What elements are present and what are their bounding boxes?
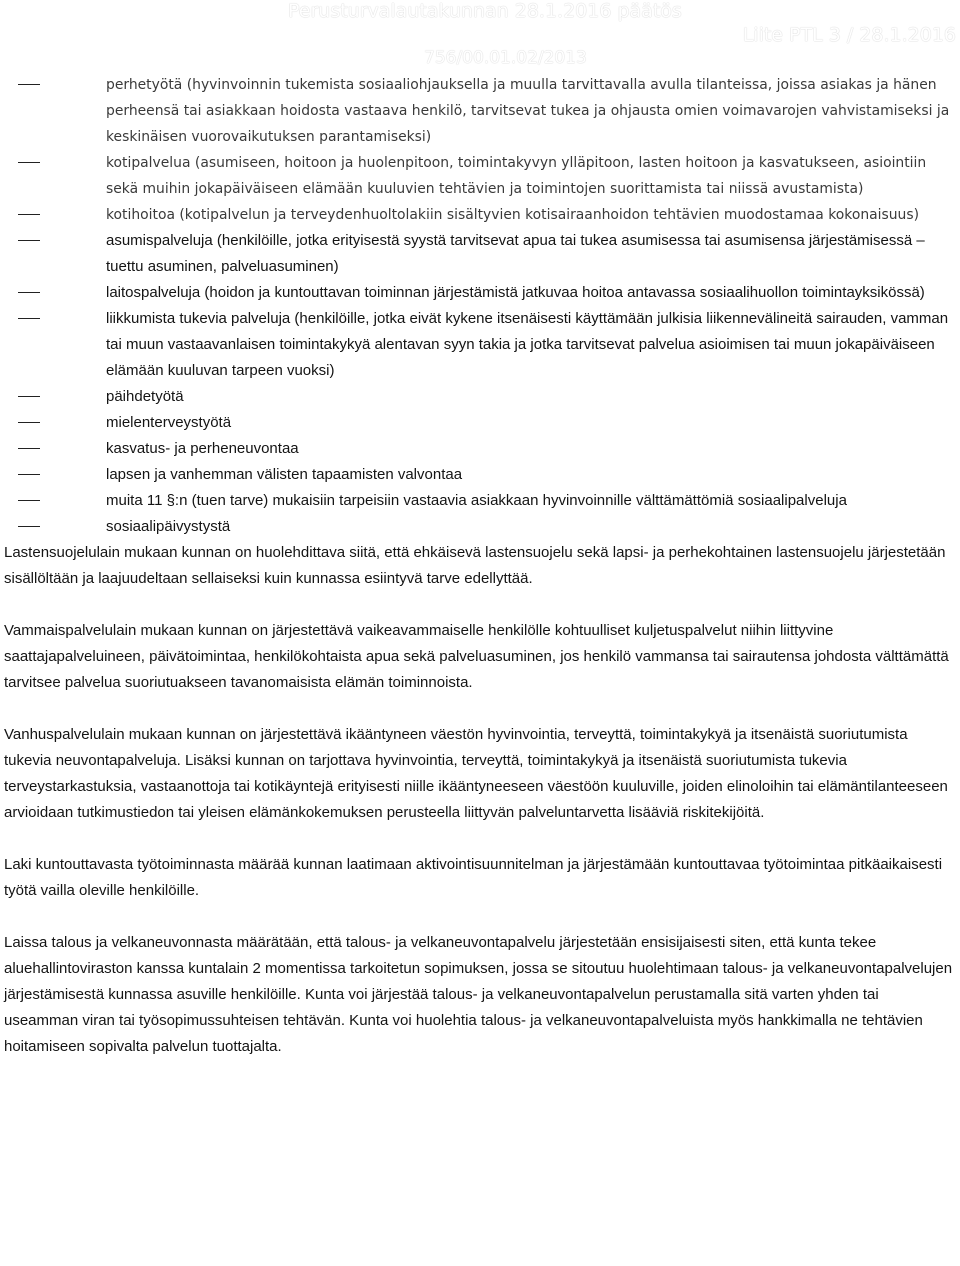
list-item: lapsen ja vanhemman välisten tapaamisten valvontaa [106,462,954,488]
list-item: kotipalvelua (asumiseen, hoitoon ja huolenpitoon, toimintakyvyn ylläpitoon, lasten hoitoon ja kasvatukseen, asiointiin sekä muihin jokapäiväiseen elämään kuuluvien tehtävien ja toimintojen suorittamista tai niissä avustamista) [106,150,954,202]
paragraph-spacer [0,592,960,618]
document-header [0,0,960,70]
list-item: kasvatus- ja perheneuvontaa [106,436,954,462]
rehabilitative-work-paragraph: Laki kuntouttavasta työtoiminnasta määrää kunnan laatimaan aktivointisuunnitelman ja järjestämään kuntouttavaa työtoimintaa pitkäaikaisesti työtä vailla oleville henkilöille. [4,856,943,899]
list-item: sosiaalipäivystystä [106,514,954,540]
list-item: liikkumista tukevia palveluja (henkilöille, jotka eivät kykene itsenäisesti käyttämään julkisia liikennevälineitä sairauden, vamman tai muun vastaavanlaisen toimintakykyä alentavan syyn takia ja jotka tarvitsevat palvelua asioimisen tai muun jokapäiväiseen elämään kuuluvan tarpeen vuoksi) [106,306,954,384]
reference-number: 756/00.01.02/2013 [424,48,587,68]
paragraph-spacer [0,696,960,722]
list-item: perhetyötä (hyvinvoinnin tukemista sosiaaliohjauksella ja muulla tarvittavalla avulla tilanteissa, joissa asiakas ja hänen perheensä tai asiakkaan hoidosta vastaava henkilö, tarvitsevat tukea ja ohjausta omien voimavarojen vahvistamiseksi ja keskinäisen vuorovaikutuksen parantamiseksi) [106,72,954,150]
paragraph-spacer [0,826,960,852]
list-item: muita 11 §:n (tuen tarve) mukaisiin tarpeisiin vastaavia asiakkaan hyvinvoinnille välttämättömiä sosiaalipalveluja [106,488,954,514]
child-welfare-paragraph: Lastensuojelulain mukaan kunnan on huolehdittava siitä, että ehkäisevä lastensuojelu sekä lapsi- ja perhekohtainen lastensuojelu järjestetään sisällöltään ja laajuudeltaan sellaiseksi kuin kunnassa esiintyvä tarve edellyttää. [4,544,946,587]
document-body [0,72,960,1060]
attachment-label: Liite PTL 3 / 28.1.2016 [742,24,956,46]
list-item: päihdetyötä [106,384,954,410]
list-item: kotihoitoa (kotipalvelun ja terveydenhuoltolakiin sisältyvien kotisairaanhoidon tehtävien muodostamaa kokonaisuus) [106,202,954,228]
paragraph-spacer [0,904,960,930]
debt-counselling-paragraph: Laissa talous ja velkaneuvonnasta määrätään, että talous- ja velkaneuvontapalvelu järjestetään ensisijaisesti siten, että kunta tekee aluehallintoviraston kanssa kuntalain 2 momentissa tarkoitetun sopimuksen, jossa se sitoutuu huolehtimaan talous- ja velkaneuvontapalvelujen järjestämisestä kunnassa asuville henkilöille. Kunta voi järjestää talous- ja velkaneuvontapalvelun perustamalla sitä varten yhden tai useamman viran tai työsopimussuhteisen tehtävän. Kunta voi huolehtia talous- ja velkaneuvontapalveluista myös hankkimalla ne tehtävien hoitamiseen sopivalta palvelun tuottajalta. [4,934,953,1055]
list-item: laitospalveluja (hoidon ja kuntouttavan toiminnan järjestämistä jatkuvaa hoitoa antavassa sosiaalihuollon toimintayksikössä) [106,280,954,306]
list-item: asumispalveluja (henkilöille, jotka erityisestä syystä tarvitsevat apua tai tukea asumisessa tai asumisensa järjestämisessä – tuettu asuminen, palveluasuminen) [106,228,954,280]
list-item: mielenterveystyötä [106,410,954,436]
disability-services-paragraph: Vammaispalvelulain mukaan kunnan on järjestettävä vaikeavammaiselle henkilölle kohtuulliset kuljetuspalvelut niihin liittyvine saattajapalveluineen, päivätoimintaa, henkilökohtaista apua sekä palveluasuminen, jos henkilö vammansa tai sairautensa johdosta välttämättä tarvitsee palvelua suoriutuakseen tavanomaisista elämän toiminnoista. [4,622,949,691]
decision-title: Perusturvalautakunnan 28.1.2016 päätös [288,0,682,22]
services-list [0,72,960,540]
elderly-services-paragraph: Vanhuspalvelulain mukaan kunnan on järjestettävä ikääntyneen väestön hyvinvointia, terveyttä, toimintakykyä ja itsenäistä suoriutumista tukevia neuvontapalveluja. Lisäksi kunnan on tarjottava hyvinvointia, terveyttä, toimintakykyä ja itsenäistä suoriutumista tukevia terveystarkastuksia, vastaanottoja tai kotikäyntejä erityisesti niille ikääntyneeseen väestöön kuuluville, joiden elinoloihin tai elämäntilanteeseen arvioidaan tutkimustiedon tai yleisen elämänkokemuksen perusteella liittyvän palveluntarvetta lisääviä riskitekijöitä. [4,726,948,821]
